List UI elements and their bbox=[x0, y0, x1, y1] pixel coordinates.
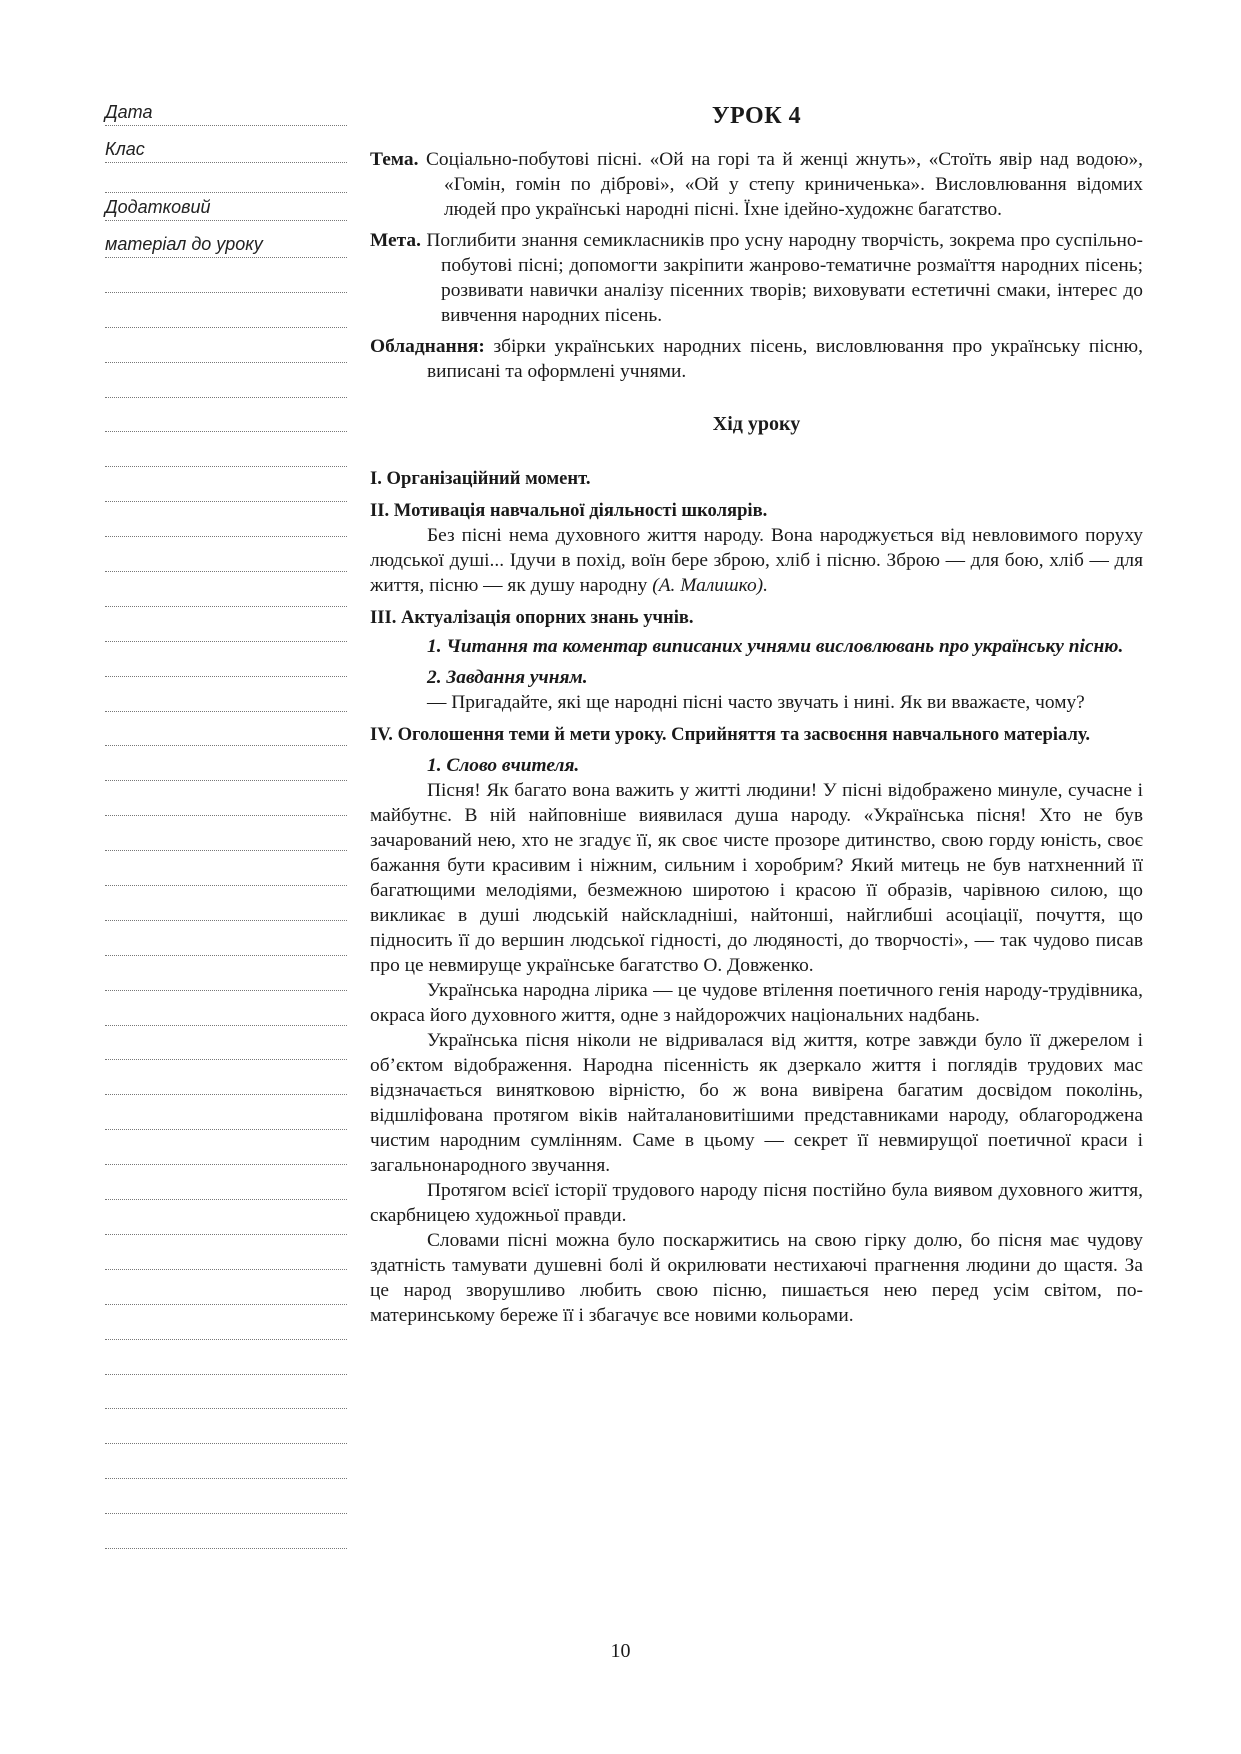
note-line bbox=[105, 363, 347, 398]
notes-sidebar bbox=[105, 98, 347, 1549]
paragraph-2: Українська народна лірика — це чудове втілення поетичного генія народу-трудівника, окраса його духовного життя, одне з найдорожчих національних надбань. bbox=[370, 980, 1143, 1026]
note-line bbox=[105, 432, 347, 467]
page-number: 10 bbox=[610, 1640, 631, 1662]
note-line bbox=[105, 607, 347, 642]
goal bbox=[370, 228, 1143, 328]
course-heading: Хід уроку bbox=[712, 413, 801, 435]
section-1-heading: I. Організаційний момент. bbox=[370, 468, 591, 489]
note-line bbox=[105, 293, 347, 328]
section-2-text bbox=[370, 523, 1143, 598]
topic-text: Соціально-побутові пісні. «Ой на горі та й женці жнуть», «Стоїть явір над водою», «Гомін, гомін по діброві», «Ой у степу криниченька». Висловлювання відомих людей про українські народні пісні. Їхне ідейно-художнє багатство. bbox=[425, 149, 1143, 220]
section-3-item-1: 1. Читання та коментар виписаних учнями висловлювань про українську пісню. bbox=[427, 636, 1124, 657]
goal-label: Мета. bbox=[370, 230, 421, 251]
note-line bbox=[105, 398, 347, 433]
lesson-title: УРОК 4 bbox=[711, 103, 802, 129]
sidebar-note-lines bbox=[105, 258, 347, 1549]
note-line bbox=[105, 1409, 347, 1444]
date-label: Дата bbox=[105, 98, 347, 126]
note-line bbox=[105, 712, 347, 747]
lesson-content bbox=[370, 97, 1143, 1328]
paragraph-4: Протягом всієї історії трудового народу пісня постійно була виявом духовного життя, скарбницею художньої правди. bbox=[370, 1180, 1143, 1226]
section-3-question: — Пригадайте, які ще народні пісні часто звучать і нині. Як ви вважаєте, чому? bbox=[427, 692, 1085, 713]
equipment-label: Обладнання: bbox=[370, 336, 485, 357]
goal-text: Поглибити знання семикласників про усну народну творчість, зокрема про суспільно-побутові пісні; допомогти закріпити жанрово-тематичне розмаїття народних пісень; розвивати навички аналізу пісенних творів; виховувати естетичні смаки, інтерес до вивчення народних пісень. bbox=[426, 230, 1143, 326]
section-2-body: Без пісні нема духовного життя народу. Вона народжується від невловимого поруху людської душі... Ідучи в похід, воїн бере зброю, хліб і пісню. Зброю — для бою, хліб — для життя, пісню — як душу народну bbox=[370, 525, 1143, 596]
note-line bbox=[105, 258, 347, 293]
note-line bbox=[105, 956, 347, 991]
note-line bbox=[105, 642, 347, 677]
note-line bbox=[105, 1026, 347, 1061]
section-4-heading: IV. Оголошення теми й мети уроку. Сприйняття та засвоєння навчального матеріалу. bbox=[370, 724, 1091, 745]
note-line bbox=[105, 1130, 347, 1165]
note-line bbox=[105, 921, 347, 956]
note-line bbox=[105, 991, 347, 1026]
note-line bbox=[105, 816, 347, 851]
note-line bbox=[105, 886, 347, 921]
note-line bbox=[105, 1375, 347, 1410]
note-line bbox=[105, 1340, 347, 1375]
note-line bbox=[105, 1479, 347, 1514]
section-2-citation: (А. Малишко). bbox=[652, 575, 768, 596]
equipment bbox=[370, 334, 1143, 384]
class-label: Клас bbox=[105, 135, 347, 163]
note-line bbox=[105, 467, 347, 502]
note-line bbox=[105, 1095, 347, 1130]
note-line bbox=[105, 1270, 347, 1305]
section-3-item-2: 2. Завдання учням. bbox=[427, 667, 588, 688]
paragraph-3: Українська пісня ніколи не відривалася від життя, котре завжди було її джерелом і об’єктом відображення. Народна пісенність як дзеркало життя і поглядів трудових мас відзначається винятковою вірністю, бо ж вона вивірена багатим досвідом поколінь, відшліфована протягом віків найталановитішими представниками народу, облагороджена чистим народним сумлінням. Саме в цьому — секрет її невмирущої поетичної краси і загальнонародного звучання. bbox=[370, 1030, 1143, 1176]
note-line bbox=[105, 781, 347, 816]
extra-material-label-1: Додатковий bbox=[105, 193, 347, 221]
note-line bbox=[105, 677, 347, 712]
equipment-text: збірки українських народних пісень, висловлювання про українську пісню, виписані та оформлені учнями. bbox=[427, 336, 1143, 382]
note-line bbox=[105, 1514, 347, 1549]
note-line bbox=[105, 1165, 347, 1200]
section-4-item-1: 1. Слово вчителя. bbox=[427, 755, 580, 776]
sidebar-blank-line bbox=[105, 163, 347, 193]
note-line bbox=[105, 502, 347, 537]
note-line bbox=[105, 537, 347, 572]
note-line bbox=[105, 1060, 347, 1095]
topic bbox=[370, 147, 1143, 222]
note-line bbox=[105, 1305, 347, 1340]
note-line bbox=[105, 746, 347, 781]
topic-label: Тема. bbox=[370, 149, 419, 170]
section-2-heading: II. Мотивація навчальної діяльності школярів. bbox=[370, 500, 768, 521]
note-line bbox=[105, 1444, 347, 1479]
extra-material-label-2: матеріал до уроку bbox=[105, 230, 347, 258]
note-line bbox=[105, 572, 347, 607]
note-line bbox=[105, 1200, 347, 1235]
note-line bbox=[105, 851, 347, 886]
paragraph-5: Словами пісні можна було поскаржитись на свою гірку долю, бо пісня має чудову здатність тамувати душевні болі й окрилювати нестихаючі прагнення людини до щастя. За це народ зворушливо любить свою пісню, пишається нею перед усім світом, по-материнському береже її і збагачує все новими кольорами. bbox=[370, 1230, 1143, 1326]
note-line bbox=[105, 328, 347, 363]
note-line bbox=[105, 1235, 347, 1270]
section-3-heading: III. Актуалізація опорних знань учнів. bbox=[370, 607, 694, 628]
paragraph-1: Пісня! Як багато вона важить у житті людини! У пісні відображено минуле, сучасне і майбутнє. В ній найповніше виявилася душа народу. «Українська пісня! Хто не був зачарований нею, хто не згадує її, як своє чисте прозоре дитинство, свою горду юність, своє бажання бути красивим і ніжним, сильним і хоробрим? Який митець не був натхненний її багатющими мелодіями, безмежною широтою і красою її образів, чарівною силою, що викликає в душі людській найскладніші, найтонші, найглибші асоціації, почуття, що підносить її до вершин людської гідності, до людяності, до творчості», — так чудово писав про це невмируще українське багатство О. Довженко. bbox=[370, 780, 1143, 976]
